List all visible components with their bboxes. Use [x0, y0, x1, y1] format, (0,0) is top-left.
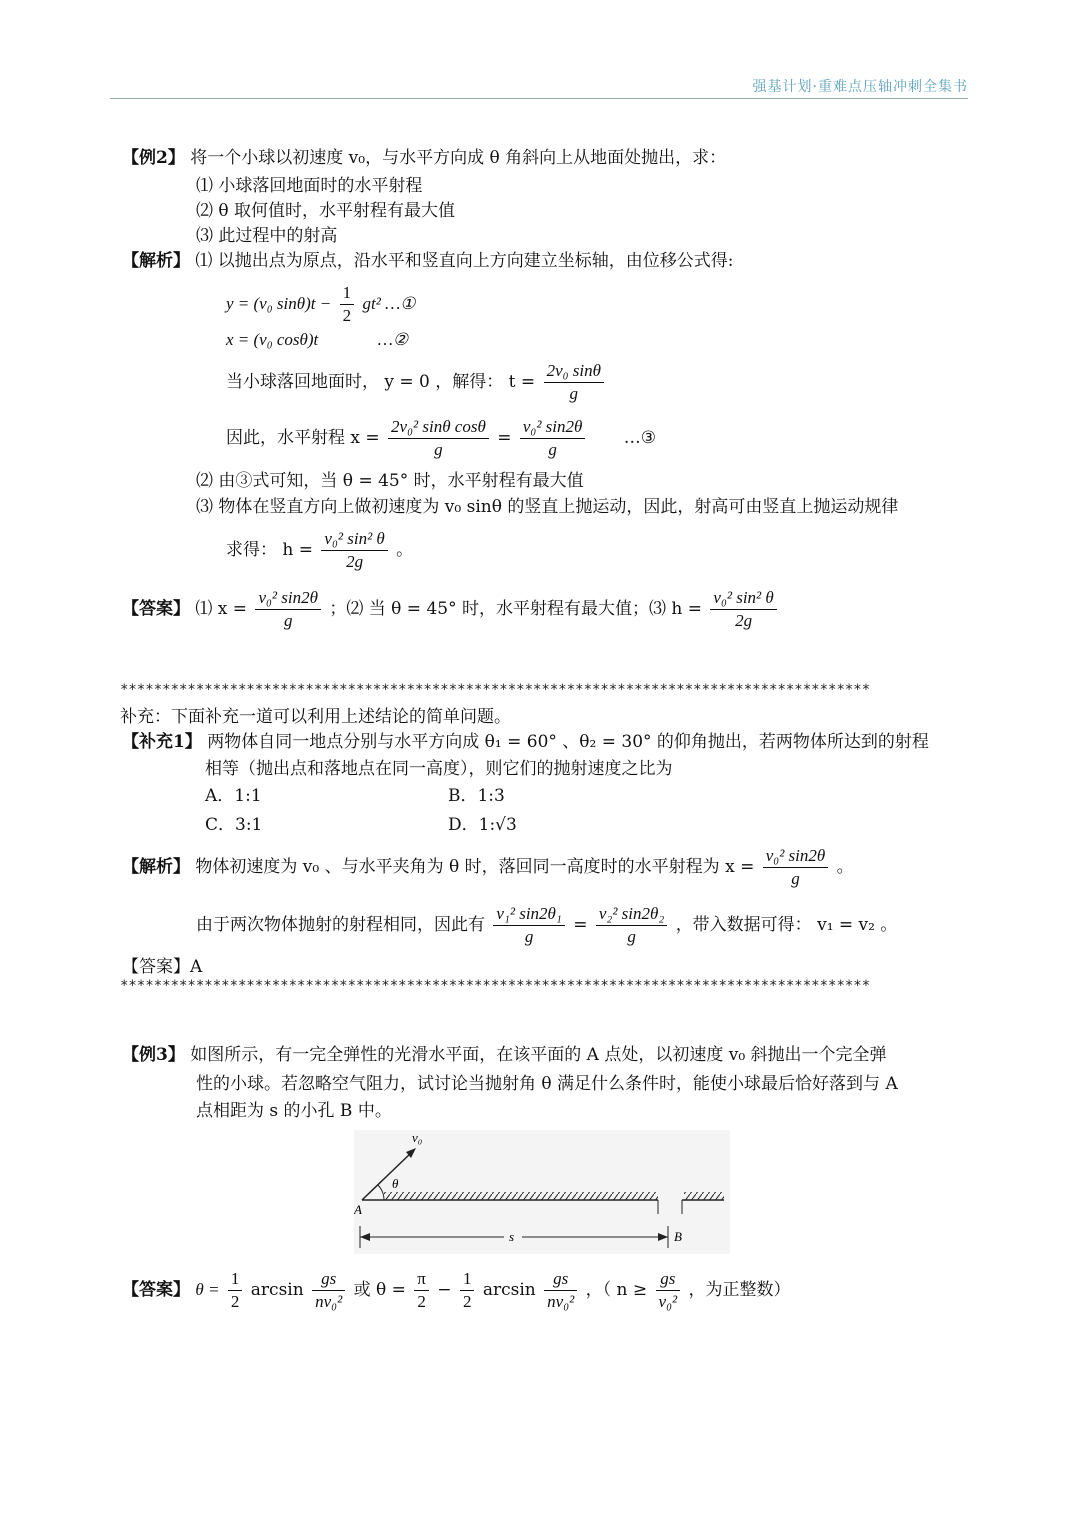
range-fraction-1: $\frac{\text{2v₀² sinθ cosθ}}{g}$ [388, 416, 489, 461]
answer-part2: ；⑵ 当 θ = 45° 时，水平射程有最大值；⑶ h = [329, 599, 702, 619]
example2-q1: ⑴ 小球落回地面时的水平射程 [196, 176, 423, 196]
header-title: 强基计划·重难点压轴冲刺全集书 [752, 79, 968, 95]
example2-q2: ⑵ θ 取何值时，水平射程有最大值 [196, 201, 456, 221]
supplement-answer: 【答案】A [122, 957, 203, 977]
example2-analysis-intro [122, 249, 734, 273]
answer-half-2: $\frac{1}{2}$ [460, 1268, 475, 1313]
separator-top: ***************************************************************************************** [120, 682, 871, 698]
option-a: A．1:1 [205, 786, 262, 806]
range-formula: 因此，水平射程 x = $\frac{\text{2v₀² sinθ cosθ}}{g}$ = $\frac{\text{v₀² sin2θ}}{g}$ …③ [226, 417, 657, 459]
time-fraction: $\frac{\text{2v₀ sinθ}}{g}$ [544, 360, 604, 405]
label-A: A [354, 1202, 362, 1217]
landing-text: 当小球落回地面时， y = 0 ，解得： t = [226, 372, 536, 392]
answer-height-fraction: $\frac{\text{v₀² sin² θ}}{2g}$ [710, 587, 776, 632]
equation-1 [226, 282, 415, 327]
supplement-tag: 【补充1】 [122, 732, 202, 752]
supplement-question-b: 相等（抛出点和落地点在同一高度），则它们的抛射速度之比为 [205, 759, 673, 779]
option-b: B．1:3 [448, 786, 505, 806]
page-header [0, 0, 1080, 100]
supplement-question-text: 两物体自同一地点分别与水平方向成 θ₁ = 60° 、θ₂ = 30° 的仰角抛出，若两物体所达到的射程 [207, 732, 929, 752]
gs-v0-fraction: $\frac{gs}{\text{v₀²}}$ [656, 1268, 681, 1313]
analysis-2: ⑵ 由③式可知，当 θ = 45° 时，水平射程有最大值 [196, 471, 584, 491]
range-fraction-2: $\frac{\text{v₀² sin2θ}}{g}$ [520, 416, 586, 461]
separator-bottom: ***************************************************************************************** [120, 978, 871, 994]
example3-text-c: 点相距为 s 的小孔 B 中。 [196, 1101, 392, 1121]
gs-fraction-1: $\frac{gs}{\text{nv₀²}}$ [312, 1268, 345, 1313]
answer-half-1: $\frac{1}{2}$ [228, 1268, 243, 1313]
supplement-analysis-b1: 由于两次物体抛射的射程相同，因此有 [196, 915, 485, 935]
example2-q3: ⑶ 此过程中的射高 [196, 226, 338, 246]
height-formula: 求得： h = $\frac{\text{v₀² sin² θ}}{2g}$ 。 [226, 529, 414, 571]
option-d: D．1:√3 [448, 815, 517, 835]
answer-tag: 【答案】 [122, 599, 190, 619]
label-theta: θ [392, 1176, 399, 1191]
range-v1-fraction: $\frac{\text{v₁² sin2θ₁}}{g}$ [493, 903, 564, 948]
height-text: 求得： h = [226, 540, 314, 560]
analysis-tag: 【解析】 [122, 251, 190, 271]
half-fraction: $\frac{1}{2}$ [340, 282, 355, 327]
supplement-analysis-b: 由于两次物体抛射的射程相同，因此有 $\frac{\text{v₁² sin2θ₁}}{g}$ = $\frac{\text{v₂² sin2θ₂}}{g}$ ，带入数据可得： v₁ = v₂ 。 [196, 904, 898, 946]
example3-question [122, 1043, 887, 1067]
analysis-intro-text: ⑴ 以抛出点为原点，沿水平和竖直向上方向建立坐标轴，由位移公式得: [195, 251, 734, 271]
supplement-intro: 补充：下面补充一道可以利用上述结论的简单问题。 [120, 707, 511, 727]
option-c: C．3:1 [205, 815, 263, 835]
arcsin-1: arcsin [250, 1280, 304, 1300]
eq1-tail: gt² …① [362, 294, 416, 313]
label-s: s [509, 1229, 515, 1244]
label-B: B [674, 1229, 682, 1244]
analysis-3: ⑶ 物体在竖直方向上做初速度为 v₀ sinθ 的竖直上抛运动，因此，射高可由竖直上抛运动规律 [196, 497, 899, 517]
range-text: 因此，水平射程 x = [226, 428, 380, 448]
answer-or: 或 θ = [353, 1280, 406, 1300]
header-rule [110, 98, 968, 99]
supplement-analysis-text: 物体初速度为 v₀ 、与水平夹角为 θ 时，落回同一高度时的水平射程为 x = [195, 857, 755, 877]
height-fraction: $\frac{\text{v₀² sin² θ}}{2g}$ [321, 528, 387, 573]
range-v2-fraction: $\frac{\text{v₂² sin2θ₂}}{g}$ [596, 903, 667, 948]
example2-answer [122, 587, 780, 632]
example2-question [122, 146, 726, 170]
figure-svg [354, 1130, 730, 1254]
answer-theta: θ = [195, 1280, 220, 1299]
label-v0: v₀ [412, 1130, 423, 1145]
answer-condition: ，（ n ≥ [585, 1280, 648, 1300]
ground-hatch-right [684, 1192, 724, 1200]
supplement-range-fraction: $\frac{\text{v₀² sin2θ}}{g}$ [763, 845, 829, 890]
example3-answer-tag: 【答案】 [122, 1280, 190, 1300]
gs-fraction-2: $\frac{gs}{\text{nv₀²}}$ [544, 1268, 577, 1313]
pi-half: $\frac{\pi}{2}$ [414, 1268, 429, 1313]
example2-question-text: 将一个小球以初速度 v₀，与水平方向成 θ 角斜向上从地面处抛出，求： [190, 148, 727, 168]
supplement-analysis-tag: 【解析】 [122, 857, 190, 877]
range-tag: …③ [623, 428, 657, 448]
example3-tag: 【例3】 [122, 1045, 185, 1065]
arcsin-2: arcsin [482, 1280, 536, 1300]
projectile-figure [354, 1130, 730, 1254]
eq1-lhs: y = (v₀ sinθ)t − [226, 294, 332, 313]
example3-text-a: 如图所示，有一完全弹性的光滑水平面，在该平面的 A 点处，以初速度 v₀ 斜抛出一个完全弹 [190, 1045, 887, 1065]
example3-answer: 【答案】 θ = $\frac{1}{2}$ arcsin $\frac{gs}{\text{nv₀²}}$ 或 θ = $\frac{\pi}{2}$ − $\frac{1}{2}$ arcsin $\frac{gs}{\text{nv₀²}}$ ，（ n ≥ $\frac{gs}{\text{v₀²}}$ ，为正整数） [122, 1269, 791, 1311]
example3-text-b: 性的小球。若忽略空气阻力，试讨论当抛射角 θ 满足什么条件时，能使小球最后恰好落到与 A [196, 1074, 898, 1094]
supplement-analysis: 【解析】 物体初速度为 v₀ 、与水平夹角为 θ 时，落回同一高度时的水平射程为 x = $\frac{\text{v₀² sin2θ}}{g}$ 。 [122, 846, 854, 888]
answer-part1: ⑴ x = [195, 599, 248, 619]
answer-tail: ，为正整数） [688, 1280, 791, 1300]
angle-arc [378, 1185, 384, 1200]
landing-time [226, 360, 607, 405]
example2-tag: 【例2】 [122, 148, 185, 168]
supplement-analysis-b2: ，带入数据可得： v₁ = v₂ 。 [675, 915, 898, 935]
answer-range-fraction: $\frac{\text{v₀² sin2θ}}{g}$ [255, 587, 321, 632]
ground-hatch-left [384, 1192, 658, 1200]
equation-2: x = (v₀ cosθ)t …② [226, 330, 409, 349]
supplement-question [122, 730, 929, 754]
